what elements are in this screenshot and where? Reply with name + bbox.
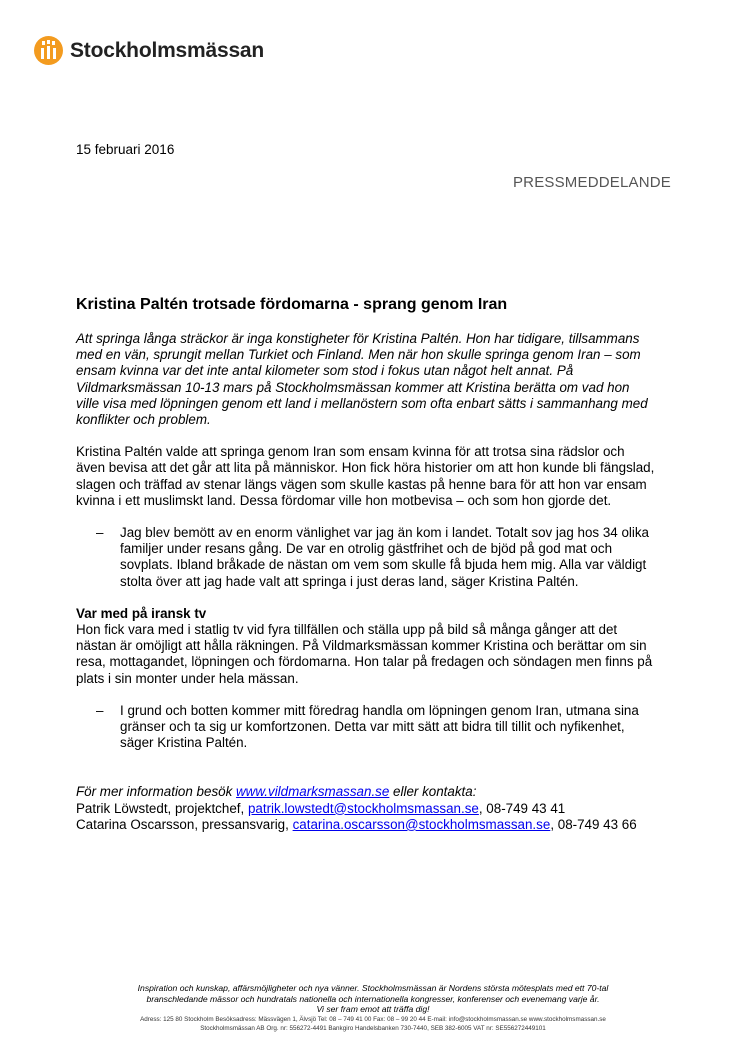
- email-link-patrik[interactable]: patrik.lowstedt@stockholmsmassan.se: [247, 800, 479, 816]
- ingress: Att springa långa sträckor är inga konstigheter för Kristina Paltén. Hon har tidigare, tillsammans med en vän, sprungit mellan Turkiet och Finland. Men när hon skulle springa genom Iran – som ensam kvinna var det inte antal kilometer som stod i fokus utan något helt annat. På Vildmarksmässan 10-13 mars på Stockholmsmässan kommer att Kristina berätta om vad hon ville visa med löpningen genom ett land i mellanöstern som ofta enbart sätts i sammanhang med konflikter och problem.: [76, 331, 648, 428]
- quote-dash: –: [96, 702, 104, 718]
- stockholmsmassan-logo-icon: [34, 36, 63, 65]
- headline: Kristina Paltén trotsade fördomarna - sprang genom Iran: [76, 296, 508, 313]
- paragraph: Hon fick vara med i statlig tv vid fyra tillfällen och ställa upp på bild så många gånger att det nästan är omöjligt att hålla räkningen. På Vildmarksmässan kommer Kristina och berättar om sin resa, mottagandet, löpningen och fördomarna. Hon talar på fredagen och söndagen men finns på plats i sin monter under hela mässan.: [76, 622, 653, 686]
- release-date: 15 februari 2016: [76, 142, 175, 157]
- quote-text: Jag blev bemött av en enorm vänlighet var jag än kom i landet. Totalt sov jag hos 34 olika familjer under resans gång. De var en otrolig gästfrihet och de bjöd på god mat och sovplats. Ibland bråkade de nästan om vem som skulle få bjuda hem mig. Alla var väldigt stolta över att jag hade valt att springa i just deras land, säger Kristina Paltén.: [120, 525, 649, 589]
- quote-dash: –: [96, 525, 104, 541]
- company-logo: [34, 36, 264, 65]
- paragraph: Kristina Paltén valde att springa genom Iran som ensam kvinna för att trotsa sina rädslor och även bevisa att det går att lita på människor. Hon fick höra historier om att hon kunde bli fängslad, slagen och träffad av stenar längs vägen som skulle kastas på henne bara för att hon var ensam kvinna i ett muslimskt land. Dessa fördomar ville hon motbevisa – och som hon gjorde det.: [76, 444, 655, 508]
- footer-company-info: Stockholmsmässan AB Org. nr: 556272-4491 Bankgiro Handelsbanken 730-7440, SEB 382-6005 VAT nr: SE556272449101: [200, 1024, 546, 1032]
- quote-block: [96, 703, 676, 752]
- contact-info: För mer information besök www.vildmarksmassan.se eller kontakta: Patrik Löwstedt, projektchef, patrik.lowstedt@stockholmsmassan.se, 08-749 43 41 Catarina Oscarsson, pressansvarig, catarina.oscarsson@stockholmsmassan.se, 08-749 43 66: [76, 784, 637, 832]
- email-link-catarina[interactable]: catarina.oscarsson@stockholmsmassan.se: [292, 816, 551, 832]
- website-link[interactable]: www.vildmarksmassan.se: [236, 784, 390, 800]
- document-type: PRESSMEDDELANDE: [512, 174, 671, 191]
- footer-tagline: Inspiration och kunskap, affärsmöjligheter och nya vänner. Stockholmsmässan är Nordens största mötesplats med ett 70-tal branschledande mässor och hundratals nationella och internationella kongresser, konferenser och evenemang varje år. Vi ser fram emot att träffa dig!: [137, 983, 609, 1015]
- footer-address: Adress: 125 80 Stockholm Besöksadress: Mässvägen 1, Älvsjö Tel: 08 – 749 41 00 Fax: 08 – 99 20 44 E-mail: info@stockholmsmassan.se www.stockholmsmassan.se: [140, 1015, 606, 1023]
- logo-text: Stockholmsmässan: [70, 38, 265, 62]
- quote-block: [96, 525, 676, 590]
- footer: [0, 983, 746, 1033]
- press-release-body: [76, 331, 676, 833]
- subheading: Var med på iransk tv: [76, 605, 207, 621]
- quote-text: I grund och botten kommer mitt föredrag handla om löpningen genom Iran, utmana sina gränser och ta sig ur komfortzonen. Detta var mitt sätt att bidra till tillit och nyfikenhet, säger Kristina Paltén.: [120, 702, 639, 751]
